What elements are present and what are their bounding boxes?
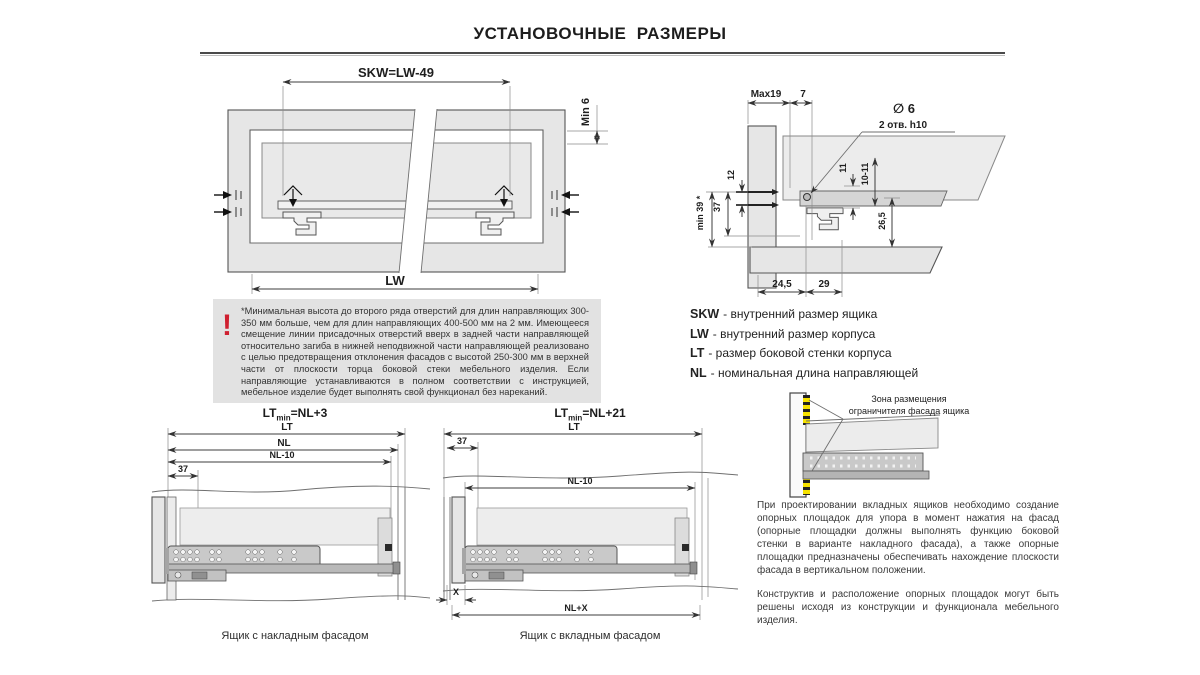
legend-item-skw: SKW - внутренний размер ящика — [690, 307, 878, 321]
dim-nl10: NL-10 — [269, 450, 295, 460]
dim-holes: 2 отв. h10 — [878, 120, 928, 131]
design-note-2: Конструктив и расположение опорных площадок могут быть решены исходя из конструкции и функционала мебельного изделия. — [757, 589, 1059, 627]
warning-note-text: *Минимальная высота до второго ряда отверстий для длин направляющих 300-350 мм больше, чем для длин направляющих 400-500 мм на 2 мм. Имеющееся смещение линии присадочных отверстий вверх в задней части направляющей относительно загиба в нижней неподвижной части направляющей реализовано с целью предотвращения отклонения фасадов с высотой 250-300 мм в верхней части от плоскости торца боковой стеки мебельного изделия. Если направляющие устанавливаются в полном соответствии с инструкцией, мебельное изделие будет выполнять свой функционал без нареканий. — [241, 306, 589, 398]
legend — [690, 305, 1020, 383]
warning-note — [213, 299, 601, 403]
exclamation-icon: ! — [222, 309, 232, 342]
dim-nl10: NL-10 — [567, 476, 593, 486]
zone-label-line1: Зона размещения — [871, 394, 947, 404]
legend-item-lw: LW - внутренний размер корпуса — [690, 326, 876, 341]
dim-37: 37 — [177, 464, 189, 474]
design-notes — [757, 500, 1059, 640]
dim-nlx: NL+X — [564, 603, 588, 613]
dim-10-11: 10-11 — [860, 162, 870, 186]
dim-26-5: 26,5 — [877, 212, 887, 230]
cabinet-section-drawing — [195, 60, 625, 305]
dim-37: 37 — [712, 201, 722, 213]
inset-facade-drawing — [440, 403, 740, 623]
dim-min39: min 39 * — [695, 195, 705, 231]
dim-7: 7 — [800, 89, 806, 100]
dim-29: 29 — [818, 279, 830, 290]
zone-label-line2: ограничителя фасада ящика — [848, 406, 970, 416]
caption-inset-facade: Ящик с вкладным фасадом — [519, 630, 661, 642]
legend-item-nl: NL - номинальная длина направляющей — [690, 365, 919, 380]
page-title: УСТАНОВОЧНЫЕ РАЗМЕРЫ — [473, 24, 727, 43]
dim-24-5: 24,5 — [772, 279, 792, 290]
overlay-facade-drawing — [150, 403, 440, 623]
formula-inset: $LT_{min}=NL+21$ — [554, 406, 626, 423]
dim-12: 12 — [726, 169, 736, 181]
zone-label — [843, 393, 975, 417]
slide-mounting-drawing — [690, 75, 1010, 300]
dim-lt: LT — [281, 422, 293, 433]
dim-x: X — [452, 587, 460, 597]
dim-min6: Min 6 — [580, 97, 592, 127]
dim-max19: Max19 — [750, 89, 782, 100]
dim-11: 11 — [838, 163, 848, 173]
dim-lw: LW — [385, 273, 405, 288]
dim-diameter: ∅ 6 — [893, 101, 915, 116]
dim-lt: LT — [568, 422, 580, 433]
design-note-1: При проектировании вкладных ящиков необходимо создание опорных площадок для упора в момент нажатия на фасад (опорные площадки должны выполнять функцию боковой стенки в варианте накладного фасада), а также опорные площадки предназначены обеспечивать нахождение плоскости фасада в вертикальном положении. — [757, 500, 1059, 576]
dim-nl: NL — [277, 438, 291, 449]
dim-37: 37 — [456, 436, 468, 446]
dim-skw: SKW=LW-49 — [358, 65, 434, 80]
formula-overlay: $LT_{min}=NL+3$ — [262, 406, 328, 423]
legend-item-lt: LT - размер боковой стенки корпуса — [690, 346, 892, 360]
title-rule — [200, 52, 1005, 54]
caption-overlay-facade: Ящик с накладным фасадом — [221, 630, 369, 642]
title-rule-shadow — [200, 55, 1005, 56]
